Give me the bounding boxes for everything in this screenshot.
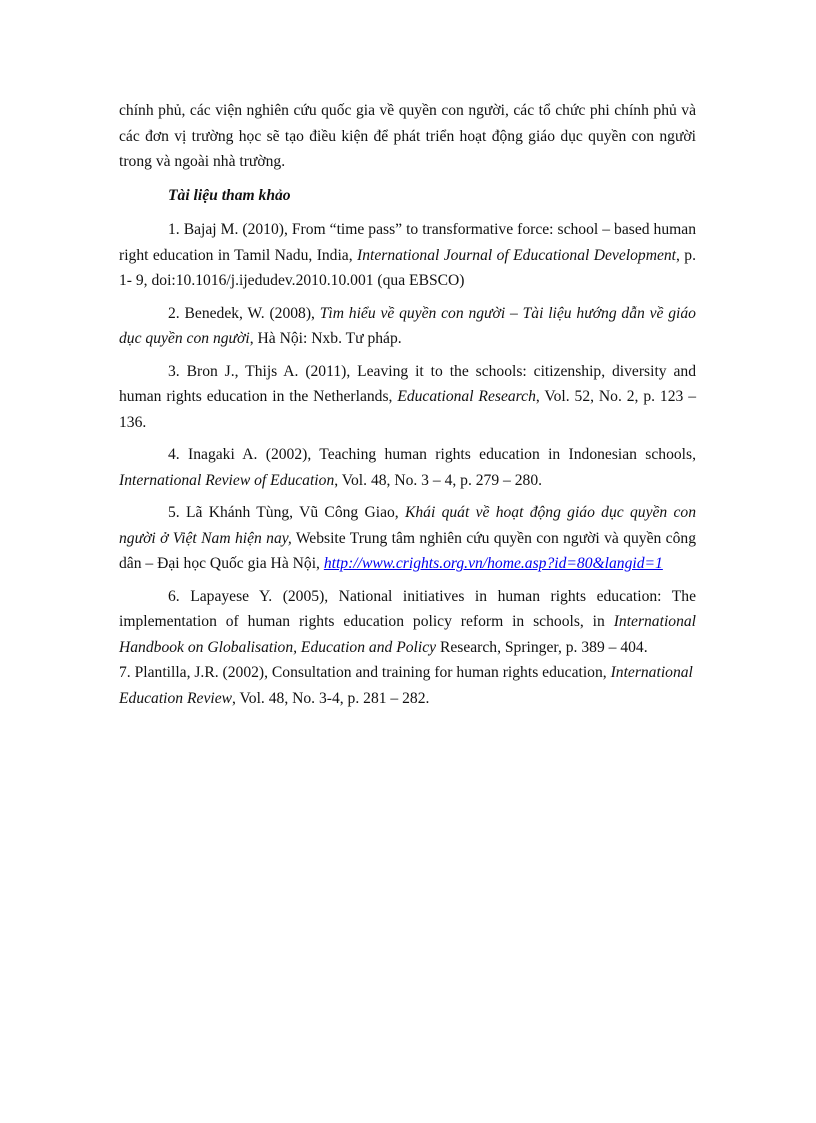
reference-source-title: Tìm hiểu về quyền con người – Tài liệu hướng dẫn về giáo dục quyền con người xyxy=(119,304,696,347)
reference-text: 3. Bron J., Thijs A. (2011), Leaving it to the schools: citizenship, diversity and human rights education in the Netherlands, xyxy=(119,362,696,405)
reference-source-title: Khái quát về hoạt động giáo dục quyền con người ở Việt Nam hiện nay, xyxy=(119,504,696,547)
reference-text: 4. Inagaki A. (2002), Teaching human rights education in Indonesian schools, xyxy=(168,446,696,463)
reference-details: , Vol. 52, No. 2, p. 123 – 136. xyxy=(119,388,696,431)
reference-item-5 xyxy=(119,500,696,577)
reference-text: 1. Bajaj M. (2010), From “time pass” to transformative force: school – based human right education in Tamil Nadu, India, xyxy=(119,221,696,264)
reference-source-title: Educational Research xyxy=(397,388,536,405)
reference-source-title: International Handbook on Globalisation, Education and Policy xyxy=(119,613,696,656)
reference-item-2 xyxy=(119,301,696,352)
reference-details: , p. 1- 9, doi:10.1016/j.ijedudev.2010.10.001 (qua EBSCO) xyxy=(119,246,696,289)
reference-details: Research, Springer, p. 389 – 404. xyxy=(436,638,648,656)
reference-item-7 xyxy=(119,660,696,711)
reference-source-title: International Journal of Educational Development xyxy=(357,246,677,264)
reference-text: 6. Lapayese Y. (2005), National initiatives in human rights education: The implementation of human rights education policy reform in schools, in xyxy=(119,587,696,630)
reference-source-title: International Review of Education xyxy=(119,471,335,489)
reference-item-1 xyxy=(119,217,696,294)
reference-link[interactable]: http://www.crights.org.vn/home.asp?id=80&langid=1 xyxy=(323,555,663,572)
reference-details: , Vol. 48, No. 3 – 4, p. 279 – 280. xyxy=(334,471,543,489)
reference-text: 2. Benedek, W. (2008), xyxy=(168,304,320,322)
references-heading: Tài liệu tham khảo xyxy=(168,186,291,204)
intro-paragraph: chính phủ, các viện nghiên cứu quốc gia về quyền con người, các tổ chức phi chính phủ và các đơn vị trường học sẽ tạo điều kiện để phát triển hoạt động giáo dục quyền con người trong và ngoài nhà trường. xyxy=(119,102,696,170)
reference-item-6 xyxy=(119,584,696,661)
references-list xyxy=(119,217,696,711)
reference-details: , Vol. 48, No. 3-4, p. 281 – 282. xyxy=(232,689,430,707)
reference-item-3 xyxy=(119,359,696,436)
reference-source-title: International Education Review xyxy=(119,664,693,707)
reference-text: 5. Lã Khánh Tùng, Vũ Công Giao, xyxy=(168,504,405,521)
reference-details: , Hà Nội: Nxb. Tư pháp. xyxy=(249,330,402,347)
reference-text: 7. Plantilla, J.R. (2002), Consultation and training for human rights education, xyxy=(119,664,611,681)
document-page xyxy=(119,98,696,711)
reference-details: Website Trung tâm nghiên cứu quyền con người và quyền công dân – Đại học Quốc gia Hà Nội, xyxy=(119,529,696,572)
reference-item-4 xyxy=(119,442,696,493)
